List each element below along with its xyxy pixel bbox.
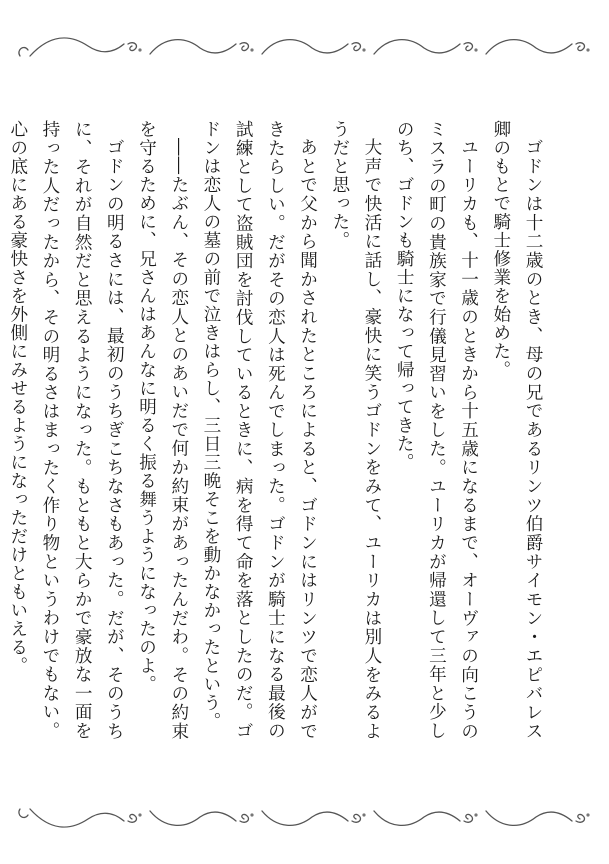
paragraph-3: 大声で快活に話し、豪快に笑うゴドンをみて、ユーリカは別人をみるようだと思った。 [329,120,382,740]
top-ornament-border [0,24,609,70]
paragraph-1: ゴドンは十二歳のとき、母の兄であるリンツ伯爵サイモン・エピバレス卿のもとで騎士修業を始めた。 [490,120,543,740]
scroll-ornament-icon [0,795,609,841]
paragraph-4: あとで父から聞かされたところによると、ゴドンにはリンツで恋人ができたらしい。だがその恋人は死んでしまった。ゴドンが騎士になる最後の試練として盗賊団を討伐しているときに、病を得て命を落としたのだ。ゴドンは恋人の墓の前で泣きはらし、三日三晩そこを動かなかったという。 [200,120,318,740]
paragraph-5: ――たぶん、その恋人とのあいだで何か約束があったんだわ。その約束を守るために、兄さんはあんなに明るく振る舞うようになったのよ。 [136,120,189,740]
paragraph-2: ユーリカも、十一歳のときから十五歳になるまで、オーヴァの向こうのミスラの町の貴族家で行儀見習いをした。ユーリカが帰還して三年と少しのち、ゴドンも騎士になって帰ってきた。 [394,120,479,740]
vertical-body-text [7,120,549,740]
bottom-ornament-border [0,795,609,841]
scroll-ornament-icon [0,24,609,70]
paragraph-6: ゴドンの明るさには、最初のうちぎこちなさもあった。だが、そのうちに、それが自然だと思えるようになった。もともと大らかで豪放な一面を持った人だったから、その明るさはまったく作り物というわけでもない。心の底にある豪快さを外側にみせるようになっただけともいえる。 [7,120,125,740]
